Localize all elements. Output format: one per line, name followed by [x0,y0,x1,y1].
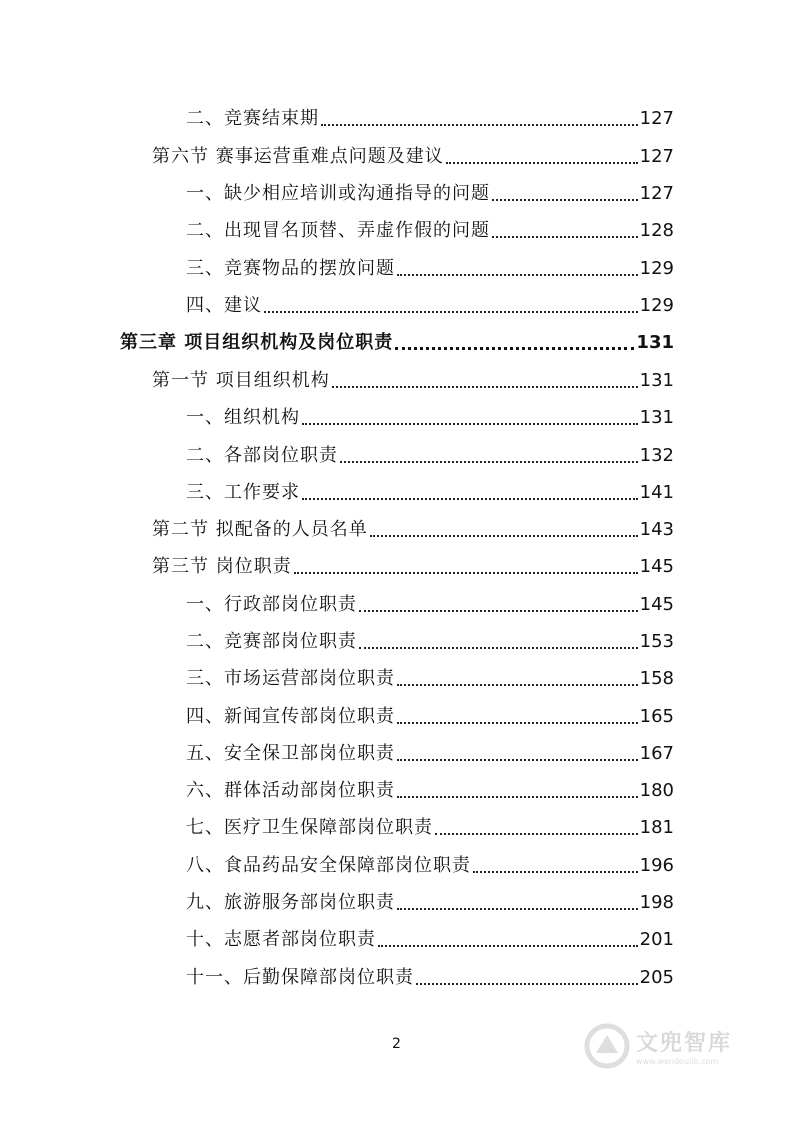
dot-leader [332,386,638,388]
toc-entry[interactable] [186,667,674,691]
toc-entry-label: 第二节 拟配备的人员名单 [152,519,368,540]
toc-entry[interactable] [186,816,674,840]
toc-entry-label: 三、工作要求 [186,482,300,503]
dot-leader [397,684,638,686]
dot-leader [446,162,638,164]
toc-entry-page: 196 [639,855,674,876]
dot-leader [264,311,638,313]
toc-entry[interactable] [186,891,674,915]
toc-entry[interactable] [186,219,674,243]
watermark-name: 文兜智库 [636,1031,733,1056]
watermark-text [636,1026,732,1066]
toc-entry[interactable] [186,630,674,654]
toc-entry-label: 六、群体活动部岗位职责 [186,780,395,801]
toc-entry-label: 二、出现冒名顶替、弄虚作假的问题 [186,220,490,241]
watermark-url: www.wendoulib.com [636,1057,719,1066]
toc-entry-label: 七、医疗卫生保障部岗位职责 [186,817,433,838]
toc-entry-page: 145 [639,556,674,577]
toc-entry-page: 132 [639,445,674,466]
dot-leader [397,759,638,761]
dot-leader [359,610,638,612]
toc-entry-page: 131 [639,370,674,391]
watermark [584,1020,759,1072]
dot-leader [378,945,638,947]
toc-entry[interactable] [186,779,674,803]
dot-leader [370,535,638,537]
dot-leader [395,347,634,350]
toc-entry-page: 198 [639,892,674,913]
toc-entry[interactable] [186,705,674,729]
dot-leader [294,572,638,574]
dot-leader [397,274,638,276]
toc-entry-page: 129 [639,258,674,279]
toc-entry-page: 131 [636,332,674,353]
toc-entry[interactable] [152,145,674,169]
toc-entry[interactable] [186,294,674,318]
watermark-logo-icon [584,1023,630,1069]
toc-entry-label: 八、食品药品安全保障部岗位职责 [186,855,471,876]
toc-entry-page: 143 [639,519,674,540]
toc-entry-label: 一、缺少相应培训或沟通指导的问题 [186,183,490,204]
toc-entry-page: 129 [639,295,674,316]
toc-entry-page: 145 [639,594,674,615]
toc-entry-label: 三、竞赛物品的摆放问题 [186,258,395,279]
dot-leader [435,833,638,835]
dot-leader [397,908,638,910]
toc-entry-page: 153 [639,631,674,652]
toc-entry-page: 165 [639,706,674,727]
dot-leader [492,236,638,238]
toc-entry[interactable] [186,481,674,505]
toc-entry-label: 十、志愿者部岗位职责 [186,929,376,950]
page-number: 2 [392,1036,401,1052]
toc-entry[interactable] [186,928,674,952]
dot-leader [397,796,638,798]
toc-entry-page: 127 [639,146,674,167]
dot-leader [302,498,638,500]
toc-entry-label: 九、旅游服务部岗位职责 [186,892,395,913]
toc-entry-label: 第三节 岗位职责 [152,556,292,577]
toc-entry-label: 二、竞赛结束期 [186,108,319,129]
toc-entry[interactable] [186,966,674,990]
toc-entry-page: 201 [639,929,674,950]
toc-entry[interactable] [186,257,674,281]
dot-leader [302,423,638,425]
toc-entry-page: 180 [639,780,674,801]
toc-entry-page: 127 [639,183,674,204]
toc-entry-page: 205 [639,967,674,988]
toc-entry-label: 二、各部岗位职责 [186,445,338,466]
toc-entry-page: 158 [639,668,674,689]
toc-entry[interactable] [186,406,674,430]
dot-leader [416,983,638,985]
toc-entry-label: 四、建议 [186,295,262,316]
toc-entry[interactable] [186,107,674,131]
toc-entry-label: 一、组织机构 [186,407,300,428]
dot-leader [359,647,638,649]
toc-chapter-entry[interactable] [120,331,674,355]
dot-leader [397,722,638,724]
toc-entry-page: 127 [639,108,674,129]
toc-entry-label: 一、行政部岗位职责 [186,594,357,615]
toc-entry[interactable] [152,369,674,393]
toc-entry[interactable] [186,593,674,617]
toc-entry[interactable] [186,854,674,878]
toc-entry[interactable] [186,444,674,468]
toc-entry-label: 第一节 项目组织机构 [152,370,330,391]
toc-entry[interactable] [186,742,674,766]
toc-entry-page: 128 [639,220,674,241]
toc-entry-page: 181 [639,817,674,838]
toc-entry-label: 四、新闻宣传部岗位职责 [186,706,395,727]
toc-entry-label: 第六节 赛事运营重难点问题及建议 [152,146,444,167]
toc-entry-label: 十一、后勤保障部岗位职责 [186,967,414,988]
toc-entry[interactable] [152,555,674,579]
toc-entry[interactable] [186,182,674,206]
dot-leader [473,871,638,873]
toc-entry-label: 第三章 项目组织机构及岗位职责 [120,332,394,353]
toc-entry-page: 131 [639,407,674,428]
toc-entry-label: 五、安全保卫部岗位职责 [186,743,395,764]
toc-entry-label: 三、市场运营部岗位职责 [186,668,395,689]
toc-entry-page: 141 [639,482,674,503]
dot-leader [321,124,638,126]
dot-leader [492,199,638,201]
toc-entry-label: 二、竞赛部岗位职责 [186,631,357,652]
toc-entry-page: 167 [639,743,674,764]
toc-entry[interactable] [152,518,674,542]
dot-leader [340,461,638,463]
